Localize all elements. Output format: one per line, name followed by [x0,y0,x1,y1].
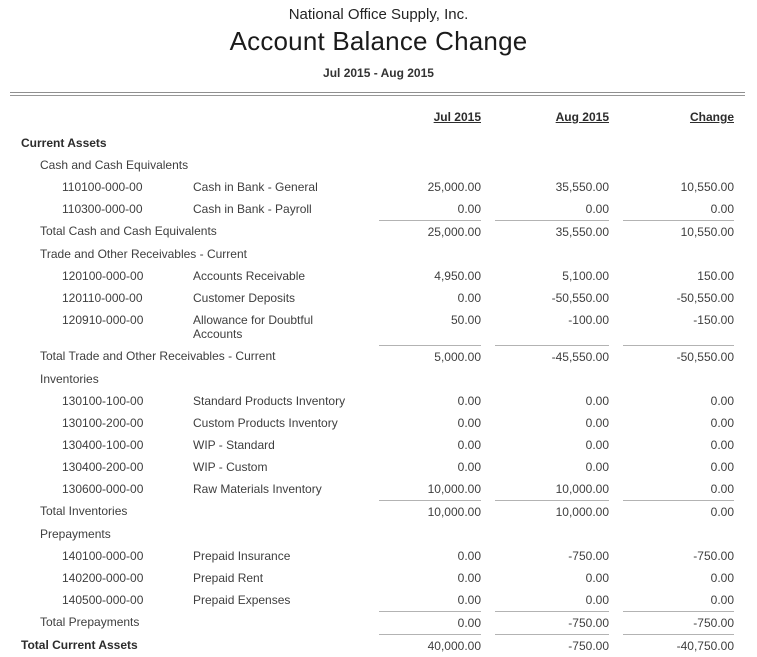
account-balance-table [21,96,734,657]
section-row [21,368,734,390]
account-row [21,434,734,456]
jul-value [365,220,481,243]
column-header-aug[interactable]: Aug 2015 [555,110,609,124]
change-value [609,500,734,523]
aug-value: 0.00 [585,416,609,430]
aug-value: -50,550.00 [551,291,609,305]
total-label: Total Trade and Other Receivables - Current [40,349,276,363]
total-value: -40,750.00 [623,634,734,657]
section-label: Current Assets [21,136,107,150]
total-value: 10,000.00 [379,500,481,523]
change-value: -150.00 [693,313,734,327]
account-row [21,198,734,220]
total-row [21,345,734,368]
section-row [21,154,734,176]
total-value: 35,550.00 [495,220,609,243]
total-label: Total Cash and Cash Equivalents [40,224,217,238]
grand-total-row [21,634,734,657]
section-row [21,243,734,265]
change-value: 150.00 [697,269,734,283]
jul-value [365,634,481,657]
account-number: 130100-200-00 [62,416,144,430]
aug-value: -100.00 [568,313,609,327]
total-value: -750.00 [623,611,734,634]
total-value: 0.00 [623,500,734,523]
aug-value [481,611,609,634]
account-number: 110100-000-00 [62,180,143,194]
jul-value [365,611,481,634]
aug-value: 0.00 [585,593,609,607]
change-value: 0.00 [710,460,734,474]
report-period: Jul 2015 - Aug 2015 [323,66,434,80]
total-value: -45,550.00 [495,345,609,368]
report-header [0,6,757,80]
column-header-row [21,96,734,132]
account-name: Prepaid Insurance [193,549,291,563]
grand-total-label: Total Current Assets [21,638,138,652]
account-row [21,567,734,589]
total-label: Total Prepayments [40,615,140,629]
section-label: Trade and Other Receivables - Current [40,247,247,261]
total-label: Total Inventories [40,504,128,518]
account-name: Custom Products Inventory [193,416,338,430]
account-name: Prepaid Rent [193,571,264,585]
total-value: 0.00 [379,611,481,634]
change-value [609,611,734,634]
account-name: Raw Materials Inventory [193,482,322,496]
account-name: Prepaid Expenses [193,593,291,607]
aug-value: -750.00 [568,549,609,563]
section-row [21,132,734,154]
account-number: 120100-000-00 [62,269,144,283]
account-number: 130100-100-00 [62,394,144,408]
change-value: 0.00 [710,438,734,452]
aug-value [481,500,609,523]
report-title: Account Balance Change [229,26,528,56]
account-number: 120910-000-00 [62,313,144,327]
account-number: 140200-000-00 [62,571,144,585]
account-row [21,456,734,478]
change-value: 0.00 [710,202,734,216]
aug-value: 0.00 [585,460,609,474]
column-header-change[interactable]: Change [689,110,734,124]
account-name: Allowance for Doubtful Accounts [193,313,314,341]
total-row [21,220,734,243]
change-value [609,220,734,243]
change-value [609,634,734,657]
column-header-jul[interactable]: Jul 2015 [433,110,481,124]
account-number: 110300-000-00 [62,202,143,216]
account-number: 140100-000-00 [62,549,144,563]
jul-value: 25,000.00 [427,180,481,194]
jul-value: 0.00 [457,394,481,408]
account-row [21,478,734,500]
jul-value: 0.00 [457,202,481,216]
total-value: 10,000.00 [495,500,609,523]
jul-value [365,345,481,368]
change-value [609,345,734,368]
account-row [21,412,734,434]
aug-value: 35,550.00 [555,180,609,194]
jul-value: 4,950.00 [434,269,481,283]
change-value: 0.00 [710,394,734,408]
change-value: 0.00 [710,571,734,585]
account-row [21,287,734,309]
total-value: 25,000.00 [379,220,481,243]
account-name: Cash in Bank - General [193,180,318,194]
change-value: -50,550.00 [676,291,734,305]
aug-value: 0.00 [585,394,609,408]
total-value: 5,000.00 [379,345,481,368]
aug-value: 0.00 [585,202,609,216]
account-number: 130400-200-00 [62,460,144,474]
account-name: Customer Deposits [193,291,296,305]
total-value: -50,550.00 [623,345,734,368]
change-value: -750.00 [693,549,734,563]
total-value: -750.00 [495,634,609,657]
account-row [21,545,734,567]
account-number: 140500-000-00 [62,593,144,607]
section-label: Cash and Cash Equivalents [40,158,189,172]
jul-value: 0.00 [457,460,481,474]
change-value: 10,550.00 [680,180,734,194]
total-value: -750.00 [495,611,609,634]
account-row [21,589,734,611]
section-row [21,523,734,545]
jul-value: 0.00 [457,438,481,452]
account-name: Standard Products Inventory [193,394,346,408]
jul-value: 0.00 [457,291,481,305]
account-row [21,265,734,287]
aug-value [481,634,609,657]
aug-value: 0.00 [585,571,609,585]
jul-value: 0.00 [457,416,481,430]
account-number: 120110-000-00 [62,291,143,305]
total-value: 10,550.00 [623,220,734,243]
account-row [21,176,734,198]
account-name: Accounts Receivable [193,269,306,283]
account-row [21,309,734,345]
section-label: Inventories [40,372,99,386]
change-value: 0.00 [710,593,734,607]
jul-value: 0.00 [457,549,481,563]
total-row [21,500,734,523]
company-name: National Office Supply, Inc. [288,6,469,23]
aug-value: 0.00 [585,438,609,452]
account-number: 130400-100-00 [62,438,144,452]
jul-value [365,500,481,523]
change-value: 0.00 [710,482,734,496]
section-label: Prepayments [40,527,111,541]
account-number: 130600-000-00 [62,482,144,496]
account-name: WIP - Standard [193,438,275,452]
aug-value [481,220,609,243]
aug-value: 5,100.00 [562,269,609,283]
change-value: 0.00 [710,416,734,430]
aug-value: 10,000.00 [555,482,609,496]
account-name: WIP - Custom [193,460,268,474]
jul-value: 50.00 [450,313,481,327]
aug-value [481,345,609,368]
account-name: Cash in Bank - Payroll [193,202,312,216]
jul-value: 0.00 [457,593,481,607]
account-row [21,390,734,412]
total-row [21,611,734,634]
jul-value: 10,000.00 [427,482,481,496]
total-value: 40,000.00 [379,634,481,657]
jul-value: 0.00 [457,571,481,585]
